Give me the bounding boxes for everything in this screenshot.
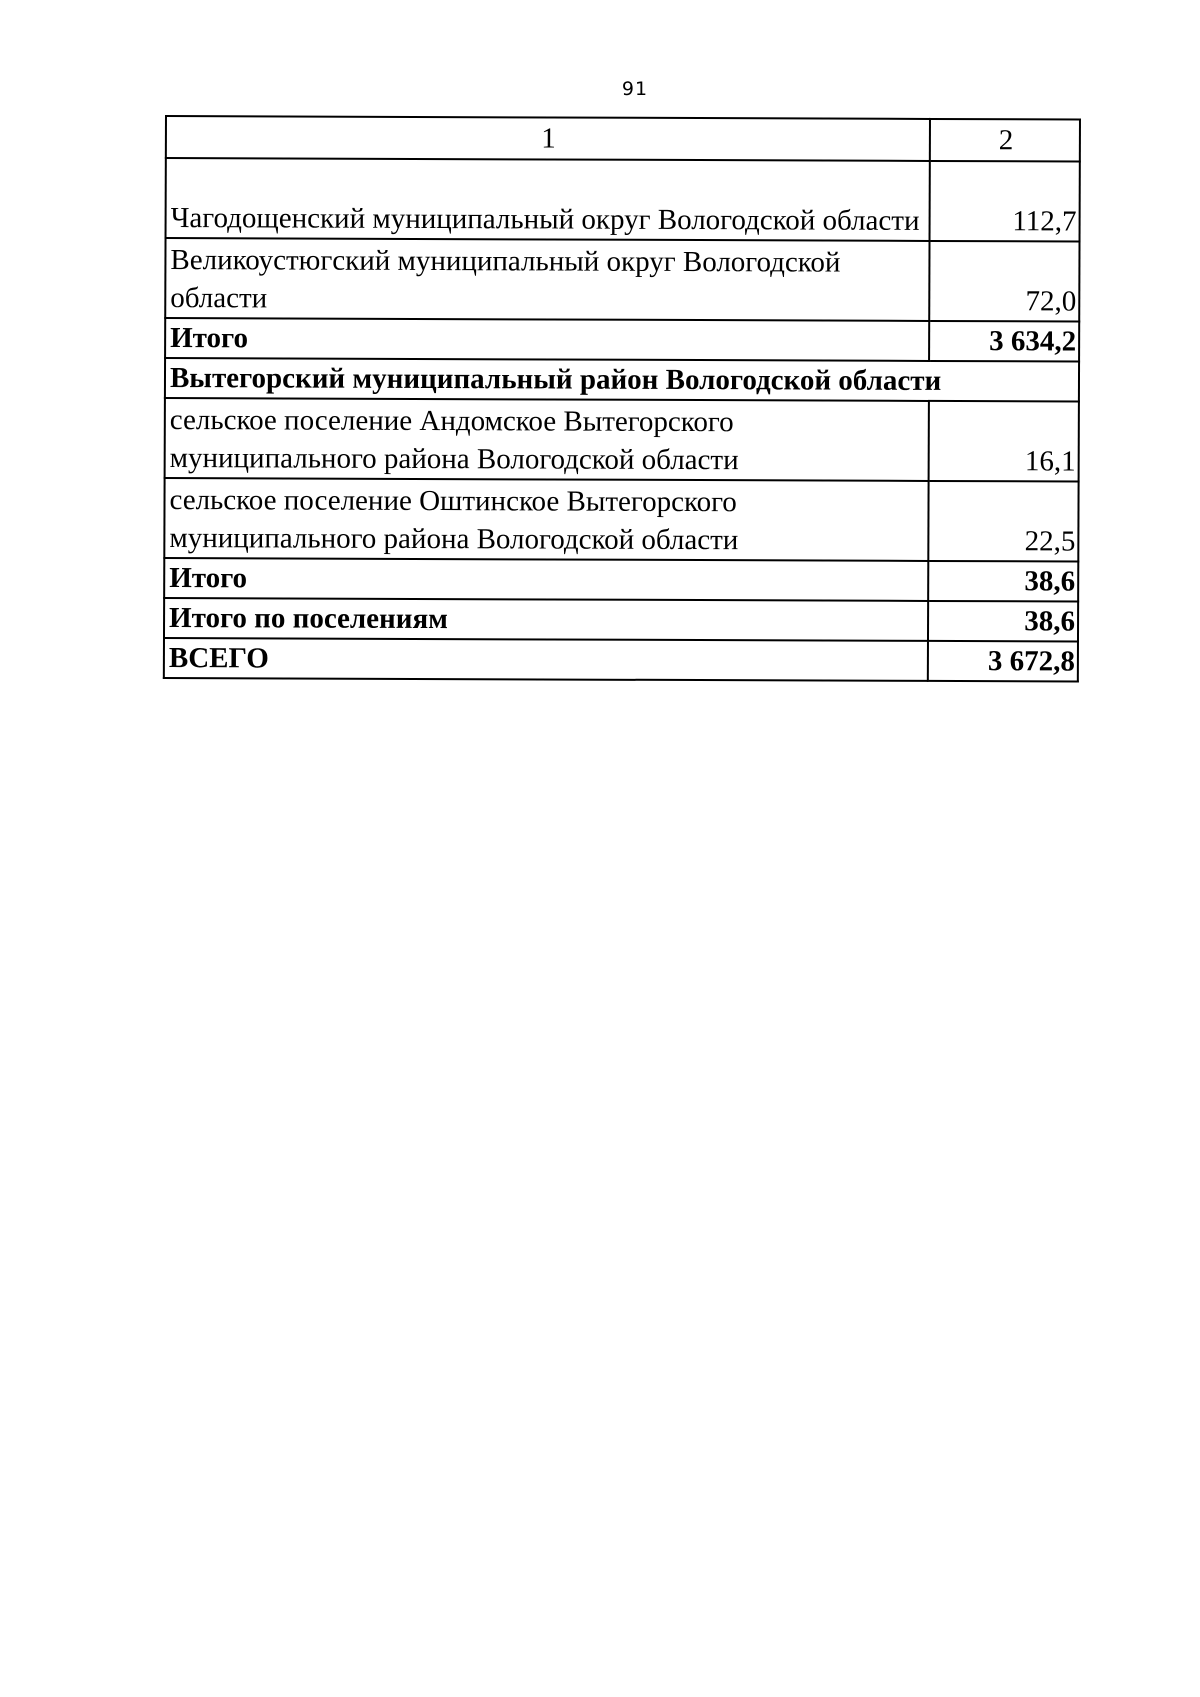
subtotal-value: 3 634,2 [929,321,1079,362]
settlements-total-label: Итого по поселениям [164,598,929,641]
header-col-1: 1 [166,116,931,161]
row-value: 16,1 [929,401,1079,482]
settlements-total-value: 38,6 [928,601,1078,642]
row-value: 112,7 [930,161,1080,242]
subtotal-row [165,318,1079,362]
header-col-2: 2 [930,119,1080,162]
allocation-table-container [163,115,1081,683]
grand-total-label: ВСЕГО [164,638,929,681]
row-value: 72,0 [930,241,1080,322]
section-header: Вытегорский муниципальный район Вологодской области [165,358,1079,402]
row-label: Чагодощенский муниципальный округ Вологодской области [166,158,931,241]
allocation-table [163,115,1081,683]
page-number: 91 [621,78,649,100]
table-row [164,478,1078,562]
grand-total-value: 3 672,8 [928,641,1078,682]
table-row [165,238,1079,322]
table-row [165,398,1079,482]
table-row [166,158,1080,242]
row-value: 22,5 [929,481,1079,562]
row-label: сельское поселение Оштинское Вытегорского муниципального района Вологодской области [164,478,929,561]
row-label: Великоустюгский муниципальный округ Вологодской области [165,238,930,321]
settlements-total-row [164,598,1078,642]
subtotal-label: Итого [165,318,930,361]
row-label: сельское поселение Андомское Вытегорского муниципального района Вологодской области [165,398,930,481]
table-header-row [166,116,1080,162]
subtotal-label: Итого [164,558,929,601]
subtotal-value: 38,6 [928,561,1078,602]
grand-total-row [164,638,1078,682]
section-header-row [165,358,1079,402]
subtotal-row [164,558,1078,602]
